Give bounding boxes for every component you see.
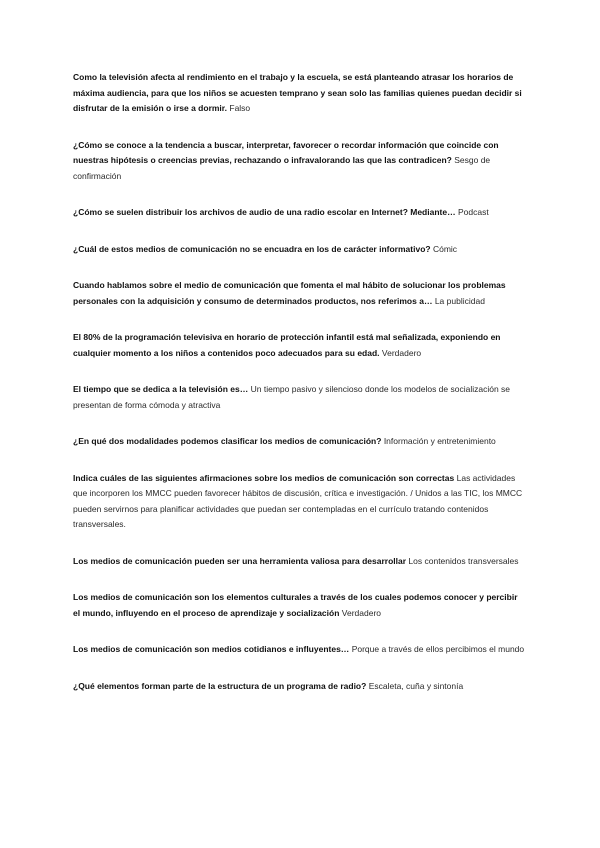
- answer-text: Podcast: [457, 207, 489, 217]
- question-text: Los medios de comunicación pueden ser una herramienta valiosa para desarrollar: [73, 555, 407, 566]
- question-text: ¿Cuál de estos medios de comunicación no se encuadra en los de carácter informativo?: [73, 243, 431, 254]
- qa-item: [73, 278, 525, 309]
- answer-text: Cómic: [432, 243, 458, 254]
- qa-item: [73, 70, 525, 117]
- question-text: ¿Cómo se conoce a la tendencia a buscar, interpretar, favorecer o recordar información que coincide con nuestras hipótesis o creencias previas, rechazando o infravalorando las que las contradicen?: [73, 139, 499, 165]
- qa-item: [73, 330, 525, 361]
- answer-text: Un tiempo pasivo y silencioso donde los modelos de socialización se presentan de forma cómoda y atractiva: [73, 384, 511, 410]
- answer-text: Los contenidos transversales: [408, 555, 519, 566]
- question-text: El tiempo que se dedica a la televisión es…: [73, 384, 249, 394]
- question-text: Como la televisión afecta al rendimiento en el trabajo y la escuela, se está planteando atrasar los horarios de máxima audiencia, para que los niños se acuesten temprano y sean solo las familias quienes puedan decidir si disfrutar de la emisión o irse a dormir.: [73, 72, 522, 113]
- answer-text: Falso: [229, 103, 251, 113]
- qa-item: [73, 642, 525, 658]
- question-text: Cuando hablamos sobre el medio de comunicación que fomenta el mal hábito de solucionar los problemas personales con la adquisición y consumo de determinados productos, nos referimos a…: [73, 280, 506, 306]
- answer-text: Porque a través de ellos percibimos el mundo: [351, 644, 525, 654]
- question-text: ¿Cómo se suelen distribuir los archivos de audio de una radio escolar en Internet? Mediante…: [73, 207, 456, 217]
- answer-text: Las actividades que incorporen los MMCC pueden favorecer hábitos de discusión, crítica e investigación. / Unidos a las TIC, los MMCC pueden servirnos para planificar actividades que puedan ser contempladas en el currículo tratando contenidos transversales.: [73, 472, 523, 529]
- qa-item: [73, 382, 525, 413]
- answer-text: Verdadero: [381, 347, 422, 358]
- qa-item: [73, 205, 525, 221]
- answer-text: Escaleta, cuña y sintonía: [368, 680, 464, 691]
- answer-text: Información y entretenimiento: [383, 436, 496, 446]
- question-text: Los medios de comunicación son los elementos culturales a través de los cuales podemos conocer y percibir el mundo, influyendo en el proceso de aprendizaje y socialización: [73, 592, 518, 618]
- qa-item: [73, 590, 525, 621]
- question-text: Los medios de comunicación son medios cotidianos e influyentes…: [73, 644, 350, 654]
- qa-list: [73, 70, 525, 715]
- qa-item: [73, 471, 525, 533]
- qa-item: [73, 242, 525, 258]
- answer-text: La publicidad: [434, 295, 485, 306]
- question-text: El 80% de la programación televisiva en horario de protección infantil está mal señalizada, exponiendo en cualquier momento a los niños a contenidos poco adecuados para su edad.: [73, 332, 501, 358]
- answer-text: Verdadero: [341, 607, 382, 618]
- qa-item: [73, 434, 525, 450]
- answer-text: Sesgo de confirmación: [73, 155, 491, 181]
- qa-item: [73, 679, 525, 695]
- question-text: ¿Qué elementos forman parte de la estructura de un programa de radio?: [73, 680, 367, 691]
- question-text: Indica cuáles de las siguientes afirmaciones sobre los medios de comunicación son correctas: [73, 472, 455, 483]
- qa-item: [73, 138, 525, 185]
- qa-item: [73, 554, 525, 570]
- question-text: ¿En qué dos modalidades podemos clasificar los medios de comunicación?: [73, 436, 382, 446]
